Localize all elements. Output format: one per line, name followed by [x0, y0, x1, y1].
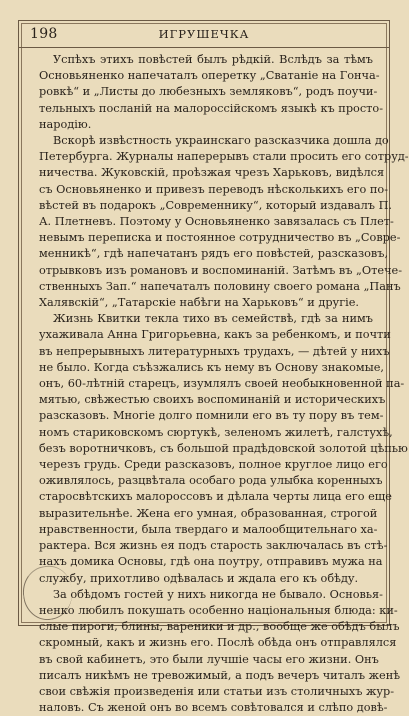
text-line: старосвѣтскихъ малороссовъ и дѣлала черты лица его еще	[39, 490, 392, 504]
text-line: службу, прихотливо одѣвалась и ждала его къ обѣду.	[39, 571, 359, 585]
text-line: менникѣ“, гдѣ напечатанъ рядъ его повѣстей, разсказовъ,	[39, 247, 389, 261]
text-line: нравственности, была твердаго и малообщительнаго ха-	[39, 522, 378, 536]
text-line: свои свѣжія произведенія или статьи изъ столичныхъ жур-	[39, 684, 395, 698]
text-line: писалъ никѣмъ не тревожимый, а подъ вечеръ читалъ женѣ	[39, 668, 401, 682]
page-header	[19, 21, 389, 48]
text-line: ухаживала Анна Григорьевна, какъ за ребенкомъ, и почти	[39, 328, 391, 342]
text-line: А. Плетневъ. Поэтому у Основьяненко завязалась съ Плет-	[39, 215, 394, 229]
text-line: Халявскій“, „Татарскіе набѣги на Харьковъ“ и другіе.	[39, 296, 360, 310]
text-line: ненко любилъ покушать особенно національныя блюда: ки-	[39, 603, 398, 617]
text-line: слые пироги, блины, вареники и др., вообще же обѣдъ былъ	[39, 620, 400, 634]
text-line: невымъ переписка и постоянное сотрудничество въ „Совре-	[39, 231, 401, 245]
running-title: ИГРУШЕЧКА	[158, 27, 250, 41]
text-line: онъ, 60-лѣтній старецъ, изумлялъ своей необыкновенной па-	[39, 377, 405, 391]
text-line: народію.	[39, 117, 92, 131]
text-line: черезъ грудь. Среди разсказовъ, полное круглое лицо его	[39, 458, 388, 472]
text-line: мятью, свѣжестью своихъ воспоминаній и историческихъ	[39, 393, 386, 407]
text-line: вѣстей въ подарокъ „Современнику“, который издавалъ П.	[39, 198, 393, 212]
text-line: За обѣдомъ гостей у нихъ никогда не бывало. Основья-	[53, 587, 383, 601]
text-line: отрывковъ изъ романовъ и воспоминаній. Затѣмъ въ „Отече-	[39, 263, 403, 277]
text-line: рактера. Вся жизнь ея подъ старость заключалась въ стѣ-	[39, 539, 388, 553]
text-line: ровкѣ“ и „Листы до любезныхъ земляковъ“, родъ поучи-	[39, 85, 378, 99]
text-line: нахъ домика Основы, гдѣ она поутру, отправивъ мужа на	[39, 555, 383, 569]
text-line: не было. Когда съѣзжались къ нему въ Основу знакомые,	[39, 360, 384, 374]
text-line: въ непрерывныхъ литературныхъ трудахъ, — дѣтей у нихъ	[39, 344, 390, 358]
book-page	[18, 20, 409, 715]
text-line: тельныхъ посланій на малороссійскомъ языкѣ къ просто-	[39, 101, 384, 115]
text-line: съ Основьяненко и привезъ переводъ нѣсколькихъ его по-	[39, 182, 389, 196]
text-line: Жизнь Квитки текла тихо въ семействѣ, гдѣ за нимъ	[53, 312, 373, 326]
text-line: безъ воротничковъ, съ большой прадѣдовской золотой цѣпью	[39, 441, 408, 455]
text-line: ничества. Жуковскій, проѣзжая чрезъ Харьковъ, видѣлся	[39, 166, 385, 180]
text-line: ственныхъ Зап.“ напечаталъ половину своего романа „Панъ	[39, 279, 401, 293]
text-line: въ свой кабинетъ, это были лучшіе часы его жизни. Онъ	[39, 652, 379, 666]
text-line: Успѣхъ этихъ повѣстей былъ рѣдкій. Вслѣдъ за тѣмъ	[53, 53, 373, 66]
page-number: 198	[30, 26, 58, 42]
text-line: разсказовъ. Многіе долго помнили его въ ту пору въ тем-	[39, 409, 384, 423]
text-line: Основьяненко напечаталъ оперетку „Сватаніе на Гонча-	[39, 69, 380, 83]
text-line: Вскорѣ извѣстность украинскаго разсказчика дошла до	[53, 134, 389, 148]
text-line: скромный, какъ и жизнь его. Послѣ обѣда онъ отправлялся	[39, 636, 397, 650]
text-line: наловъ. Съ женой онъ во всемъ совѣтовался и слѣпо довѣ-	[39, 701, 388, 715]
text-line: Петербурга. Журналы наперерывъ стали просить его сотруд-	[39, 150, 409, 164]
body-text	[39, 52, 409, 716]
text-line: оживлялось, разцвѣтала особаго рода улыбка коренныхъ	[39, 474, 383, 488]
text-line: выразительнѣе. Жена его умная, образованная, строгой	[39, 506, 378, 520]
text-line: номъ стариковскомъ сюртукѣ, зеленомъ жилетѣ, галстухѣ,	[39, 425, 393, 439]
